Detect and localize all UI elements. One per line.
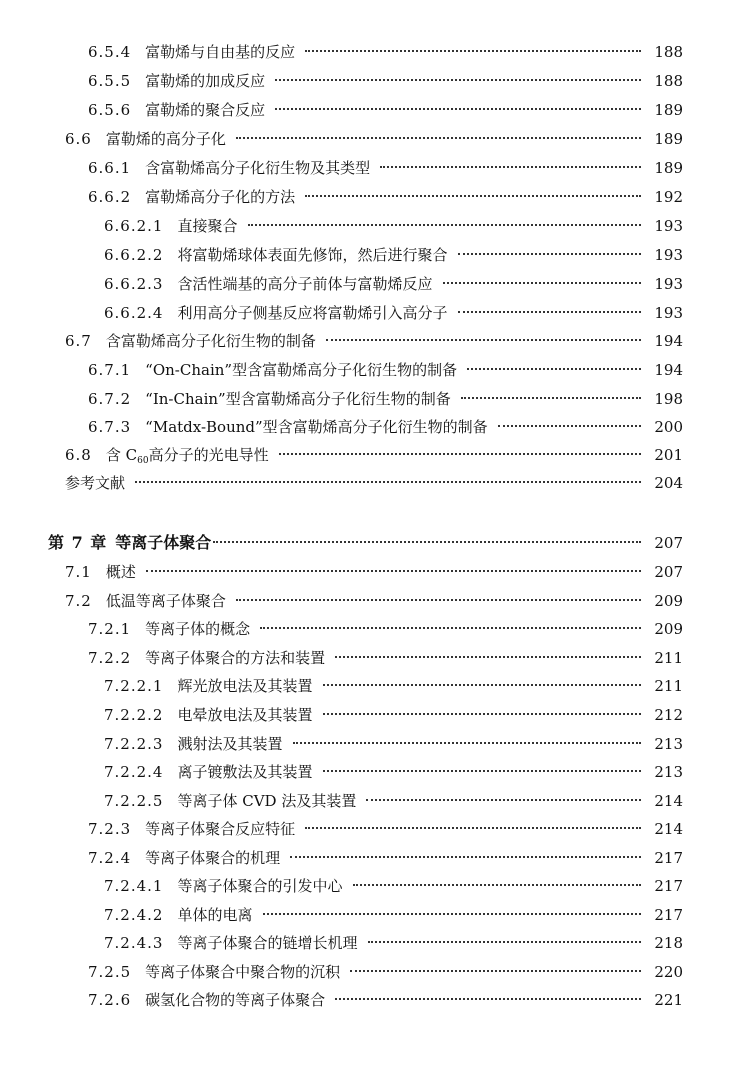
dot-leader <box>467 368 641 370</box>
toc-entry-7-2-2-5 <box>104 787 683 815</box>
toc-page-number: 193 <box>654 275 683 293</box>
dot-leader <box>146 570 641 572</box>
dot-leader <box>335 998 641 1000</box>
toc-entry-7-2-6 <box>88 986 683 1014</box>
toc-page-number: 212 <box>654 706 683 724</box>
toc-page-number: 194 <box>654 361 683 379</box>
toc-title: 等离子体聚合的引发中心 <box>177 877 343 895</box>
toc-title: 等离子体聚合中聚合物的沉积 <box>145 963 341 981</box>
toc-number: 7.2.2.4 <box>104 763 164 781</box>
toc-number: 7.2.4.2 <box>104 906 164 924</box>
dot-leader <box>305 195 641 197</box>
toc-title: 低温等离子体聚合 <box>105 592 226 610</box>
toc-title: 富勒烯的聚合反应 <box>145 101 266 119</box>
toc-page-number: 188 <box>654 72 683 90</box>
toc-entry-7-1 <box>65 558 683 586</box>
toc-page-number: 209 <box>654 620 683 638</box>
toc-entry-6-6-2-3 <box>104 270 683 298</box>
toc-number: 6.6.2.4 <box>104 304 164 322</box>
toc-title: 等离子体聚合反应特征 <box>145 820 296 838</box>
toc-page-number: 221 <box>654 991 683 1009</box>
toc-number: 7.2.2.3 <box>104 735 164 753</box>
toc-title: 含活性端基的高分子前体与富勒烯反应 <box>177 275 433 293</box>
toc-page-number: 214 <box>654 820 683 838</box>
dot-leader <box>350 970 641 972</box>
toc-number: 6.6.1 <box>88 159 132 177</box>
toc-entry-7-2-2 <box>88 644 683 672</box>
toc-number: 7.2.4 <box>88 849 132 867</box>
toc-page-number: 192 <box>654 188 683 206</box>
toc-number: 7.2.4.3 <box>104 934 164 952</box>
toc-title: 富勒烯高分子化的方法 <box>145 188 296 206</box>
toc-number: 7.2.2 <box>88 649 132 667</box>
dot-leader <box>323 684 642 686</box>
dot-leader <box>366 799 641 801</box>
toc-title: “In-Chain”型含富勒烯高分子化衍生物的制备 <box>145 390 451 408</box>
dot-leader <box>248 224 642 226</box>
toc-title: “On-Chain”型含富勒烯高分子化衍生物的制备 <box>145 361 458 379</box>
toc-entry-7-2-2-4 <box>104 758 683 786</box>
toc-number: 6.6 <box>65 130 92 148</box>
toc-number: 7.2.3 <box>88 820 132 838</box>
toc-title: “Matdx-Bound”型含富勒烯高分子化衍生物的制备 <box>145 418 488 436</box>
toc-entry-6-5-4 <box>88 38 683 66</box>
toc-entry-7-2-5 <box>88 958 683 986</box>
toc-title: 等离子体 CVD 法及其装置 <box>177 792 357 810</box>
toc-title: 碳氢化合物的等离子体聚合 <box>145 991 326 1009</box>
toc-page-number: 189 <box>654 159 683 177</box>
dot-leader <box>213 541 641 543</box>
toc-number: 7.2.6 <box>88 991 132 1009</box>
toc-page-number: 204 <box>654 474 683 492</box>
toc-number: 7.2.2.1 <box>104 677 164 695</box>
toc-entry-7-2-1 <box>88 615 683 643</box>
toc-entry-6-6-2 <box>88 183 683 211</box>
toc-number: 7.2.1 <box>88 620 132 638</box>
dot-leader <box>323 713 642 715</box>
toc-page-number: 189 <box>654 130 683 148</box>
toc-page-number: 217 <box>654 849 683 867</box>
toc-number: 7.2.5 <box>88 963 132 981</box>
dot-leader <box>236 599 641 601</box>
dot-leader <box>323 770 642 772</box>
toc-number: 6.5.4 <box>88 43 132 61</box>
toc-entry-chapter-7 <box>48 529 683 557</box>
toc-number: 7.2.4.1 <box>104 877 164 895</box>
toc-title: 等离子体聚合的机理 <box>145 849 281 867</box>
toc-number: 6.5.6 <box>88 101 132 119</box>
toc-page-number: 207 <box>654 563 683 581</box>
toc-page-number: 217 <box>654 877 683 895</box>
dot-leader <box>293 742 642 744</box>
toc-page-number: 218 <box>654 934 683 952</box>
toc-number: 6.6.2 <box>88 188 132 206</box>
toc-entry-6-8 <box>65 441 683 469</box>
toc-title: 富勒烯的加成反应 <box>145 72 266 90</box>
dot-leader <box>326 339 641 341</box>
toc-page-number: 188 <box>654 43 683 61</box>
toc-number: 6.7.3 <box>88 418 132 436</box>
toc-page-number: 201 <box>654 446 683 464</box>
dot-leader <box>443 282 642 284</box>
toc-title: 离子镀敷法及其装置 <box>177 763 313 781</box>
toc-page-number: 207 <box>654 534 683 552</box>
toc-page-number: 194 <box>654 332 683 350</box>
toc-title: 利用高分子侧基反应将富勒烯引入高分子 <box>177 304 448 322</box>
toc-entry-7-2-2-3 <box>104 730 683 758</box>
toc-page-number: 213 <box>654 735 683 753</box>
chapter-number: 第 7 章 <box>48 533 108 552</box>
toc-entry-6-6-2-1 <box>104 212 683 240</box>
toc-page-number: 214 <box>654 792 683 810</box>
toc-page-number: 193 <box>654 304 683 322</box>
toc-entry-6-5-5 <box>88 67 683 95</box>
dot-leader <box>380 166 641 168</box>
toc-entry-7-2-3 <box>88 815 683 843</box>
dot-leader <box>353 884 642 886</box>
toc-title-prefix: 含 C <box>105 446 138 464</box>
toc-page-number: 193 <box>654 217 683 235</box>
toc-entry-7-2 <box>65 587 683 615</box>
dot-leader <box>236 137 641 139</box>
dot-leader <box>458 311 642 313</box>
toc-title: 电晕放电法及其装置 <box>177 706 313 724</box>
toc-page-number: 211 <box>654 649 683 667</box>
toc-title: 等离子体聚合的链增长机理 <box>177 934 358 952</box>
toc-entry-6-7-3 <box>88 413 683 441</box>
chapter-title: 等离子体聚合 <box>115 533 212 552</box>
toc-title: 富勒烯与自由基的反应 <box>145 43 296 61</box>
dot-leader <box>498 425 641 427</box>
toc-page-number: 209 <box>654 592 683 610</box>
toc-number: 6.7.1 <box>88 361 132 379</box>
toc-entry-6-7 <box>65 327 683 355</box>
dot-leader <box>458 253 642 255</box>
toc-title: 富勒烯的高分子化 <box>105 130 226 148</box>
toc-title: 含富勒烯高分子化衍生物及其类型 <box>145 159 371 177</box>
toc-title: 参考文献 <box>65 474 126 492</box>
toc-title: 辉光放电法及其装置 <box>177 677 313 695</box>
toc-entry-7-2-4-3 <box>104 929 683 957</box>
toc-entry-6-7-1 <box>88 356 683 384</box>
dot-leader <box>135 481 641 483</box>
dot-leader <box>275 79 641 81</box>
toc-title <box>106 441 269 472</box>
toc-number: 6.5.5 <box>88 72 132 90</box>
toc-entry-7-2-2-2 <box>104 701 683 729</box>
toc-entry-6-6 <box>65 125 683 153</box>
toc-number: 6.6.2.1 <box>104 217 164 235</box>
toc-title: 含富勒烯高分子化衍生物的制备 <box>105 332 316 350</box>
toc-number: 7.2.2.5 <box>104 792 164 810</box>
toc-title: 直接聚合 <box>177 217 238 235</box>
toc-title: 将富勒烯球体表面先修饰，然后进行聚合 <box>177 246 448 264</box>
toc-entry-7-2-4-2 <box>104 901 683 929</box>
toc-title: 等离子体的概念 <box>145 620 251 638</box>
toc-entry-references <box>65 469 683 497</box>
toc-entry-7-2-2-1 <box>104 672 683 700</box>
toc-title-suffix: 高分子的光电导性 <box>148 446 269 464</box>
toc-entry-7-2-4-1 <box>104 872 683 900</box>
toc-page-number: 193 <box>654 246 683 264</box>
toc-number: 6.8 <box>65 446 92 464</box>
toc-number: 7.2 <box>65 592 92 610</box>
toc-entry-6-6-1 <box>88 154 683 182</box>
dot-leader <box>290 856 641 858</box>
toc-entry-6-5-6 <box>88 96 683 124</box>
toc-title: 溅射法及其装置 <box>177 735 283 753</box>
toc-title: 概述 <box>105 563 136 581</box>
dot-leader <box>461 397 641 399</box>
toc-number: 6.7 <box>65 332 92 350</box>
toc-page-number: 213 <box>654 763 683 781</box>
toc-page-number: 189 <box>654 101 683 119</box>
dot-leader <box>263 913 642 915</box>
toc-page-number: 211 <box>654 677 683 695</box>
toc-entry-6-6-2-2 <box>104 241 683 269</box>
toc-page-number: 198 <box>654 390 683 408</box>
toc-title: 等离子体聚合的方法和装置 <box>145 649 326 667</box>
toc-number: 7.1 <box>65 563 92 581</box>
toc-entry-6-7-2 <box>88 385 683 413</box>
dot-leader <box>368 941 642 943</box>
toc-entry-7-2-4 <box>88 844 683 872</box>
toc-title: 单体的电离 <box>177 906 253 924</box>
dot-leader <box>305 827 641 829</box>
c60-subscript: 60 <box>137 456 149 466</box>
dot-leader <box>275 108 641 110</box>
dot-leader <box>305 50 641 52</box>
toc-entry-6-6-2-4 <box>104 299 683 327</box>
toc-number: 6.6.2.2 <box>104 246 164 264</box>
toc-number: 6.7.2 <box>88 390 132 408</box>
dot-leader <box>335 656 641 658</box>
toc-page-number: 200 <box>654 418 683 436</box>
dot-leader <box>260 627 641 629</box>
toc-page-number: 217 <box>654 906 683 924</box>
dot-leader <box>279 453 641 455</box>
toc-number: 6.6.2.3 <box>104 275 164 293</box>
toc-number: 7.2.2.2 <box>104 706 164 724</box>
toc-page-number: 220 <box>654 963 683 981</box>
